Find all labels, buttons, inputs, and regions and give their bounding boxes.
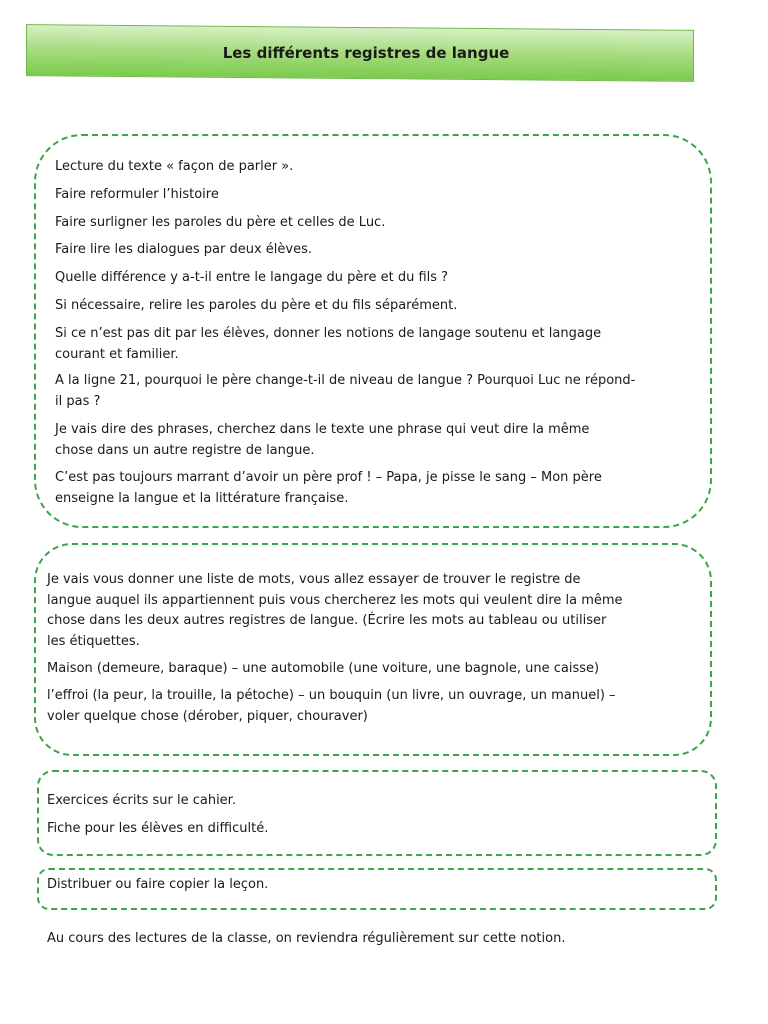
paragraph [55, 296, 457, 317]
paragraph-line: Fiche pour les élèves en difficulté. [47, 821, 269, 836]
paragraph [55, 324, 601, 365]
paragraph-line: langue auquel ils appartiennent puis vous chercherez les mots qui veulent dire la même [47, 592, 623, 608]
paragraph [55, 240, 312, 261]
paragraph-line: Maison (demeure, baraque) – une automobile (une voiture, une bagnole, une caisse) [47, 661, 600, 676]
paragraph-line: Faire surligner les paroles du père et celles de Luc. [55, 215, 386, 230]
paragraph [47, 875, 268, 896]
page-title: Les différents registres de langue [222, 44, 510, 62]
paragraph [47, 570, 623, 652]
paragraph [55, 185, 219, 206]
paragraph [55, 213, 385, 234]
paragraph-line: Distribuer ou faire copier la leçon. [47, 877, 269, 892]
paragraph-line: chose dans les deux autres registres de langue. (Écrire les mots au tableau ou utiliser [47, 613, 607, 628]
paragraph [47, 659, 599, 680]
paragraph-line: les étiquettes. [47, 633, 140, 649]
paragraph-line: Si ce n’est pas dit par les élèves, donner les notions de langage soutenu et langage [55, 326, 602, 341]
paragraph-line: Je vais dire des phrases, cherchez dans le texte une phrase qui veut dire la même [55, 422, 590, 437]
paragraph-line: A la ligne 21, pourquoi le père change-t-il de niveau de langue ? Pourquoi Luc ne répond- [55, 373, 636, 388]
paragraph [47, 819, 268, 840]
paragraph-line: courant et familier. [55, 346, 179, 362]
paragraph-line: C’est pas toujours marrant d’avoir un père prof ! – Papa, je pisse le sang – Mon père [55, 470, 602, 485]
paragraph-line: Je vais vous donner une liste de mots, vous allez essayer de trouver le registre de [47, 572, 581, 587]
paragraph-line: Exercices écrits sur le cahier. [47, 793, 236, 808]
paragraph [55, 268, 448, 289]
paragraph-line: Lecture du texte « façon de parler ». [55, 159, 294, 174]
paragraph [55, 371, 635, 412]
paragraph-line: Quelle différence y a-t-il entre le langage du père et du fils ? [55, 270, 449, 285]
section-box-exercises [37, 770, 717, 856]
paragraph-line: il pas ? [55, 393, 101, 409]
paragraph [55, 420, 589, 461]
paragraph [55, 157, 293, 178]
paragraph [47, 686, 616, 727]
paragraph-line: Faire lire les dialogues par deux élèves. [55, 242, 312, 257]
paragraph-line: enseigne la langue et la littérature française. [55, 490, 349, 506]
paragraph-line: voler quelque chose (dérober, piquer, chouraver) [47, 708, 368, 724]
closing-note: Au cours des lectures de la classe, on reviendra régulièrement sur cette notion. [47, 931, 566, 946]
paragraph [55, 468, 602, 509]
paragraph-line: l’effroi (la peur, la trouille, la pétoche) – un bouquin (un livre, un ouvrage, un manuel) – [47, 688, 616, 703]
paragraph-line: Faire reformuler l’histoire [55, 187, 219, 202]
paragraph-line: chose dans un autre registre de langue. [55, 442, 315, 458]
paragraph [47, 791, 236, 812]
paragraph-line: Si nécessaire, relire les paroles du père et du fils séparément. [55, 298, 458, 313]
